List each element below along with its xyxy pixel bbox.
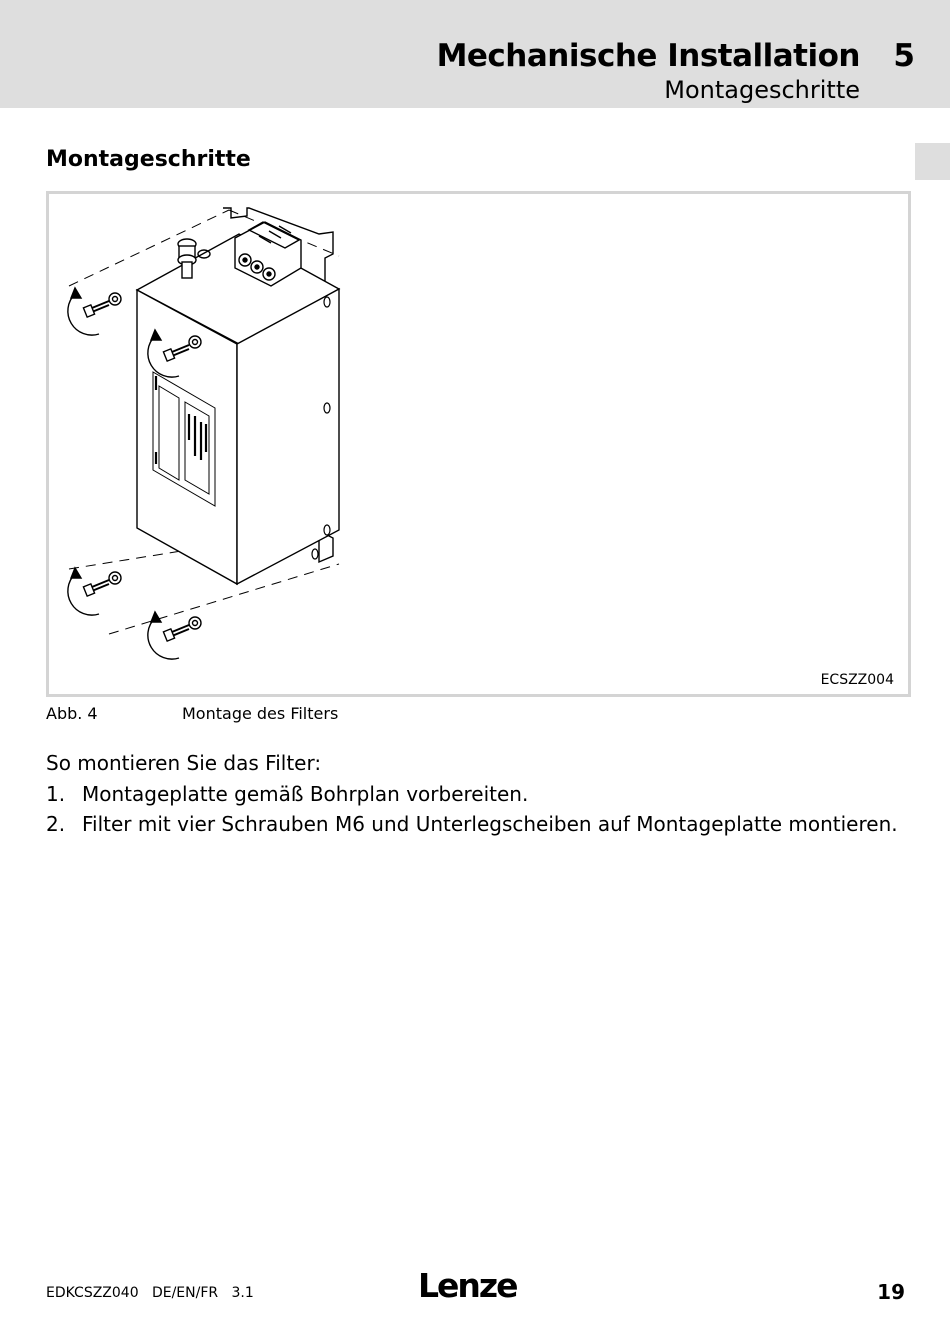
- step-text: Montageplatte gemäß Bohrplan vorbereiten.: [82, 782, 529, 806]
- figure-code: ECSZZ004: [820, 672, 894, 688]
- figure-caption-label: Abb. 4: [46, 704, 98, 723]
- lenze-logo: Lenze: [418, 1266, 517, 1305]
- chapter-side-tab: [915, 143, 950, 180]
- filter-mounting-illustration: [49, 194, 908, 694]
- chapter-title: Mechanische Installation: [436, 38, 860, 74]
- section-heading: Montageschritte: [46, 147, 251, 172]
- page-number: 19: [877, 1280, 905, 1304]
- instruction-step: [46, 782, 528, 806]
- mounting-screw-top-left: [68, 288, 121, 335]
- step-number: 1.: [46, 782, 66, 806]
- figure-caption-text: Montage des Filters: [182, 704, 339, 723]
- step-number: 2.: [46, 812, 66, 836]
- instruction-step: [46, 812, 898, 836]
- header-band: [0, 0, 950, 108]
- chapter-number: 5: [893, 38, 915, 74]
- figure-frame: [46, 191, 911, 697]
- mounting-screw-bottom-left: [68, 568, 121, 615]
- mounting-screw-bottom-mid: [148, 612, 201, 659]
- footer-document-id: EDKCSZZ040 DE/EN/FR 3.1: [46, 1285, 254, 1301]
- instructions-intro: So montieren Sie das Filter:: [46, 751, 322, 775]
- chapter-subtitle: Montageschritte: [664, 76, 860, 104]
- step-text: Filter mit vier Schrauben M6 und Unterlegscheiben auf Montageplatte montieren.: [82, 812, 898, 836]
